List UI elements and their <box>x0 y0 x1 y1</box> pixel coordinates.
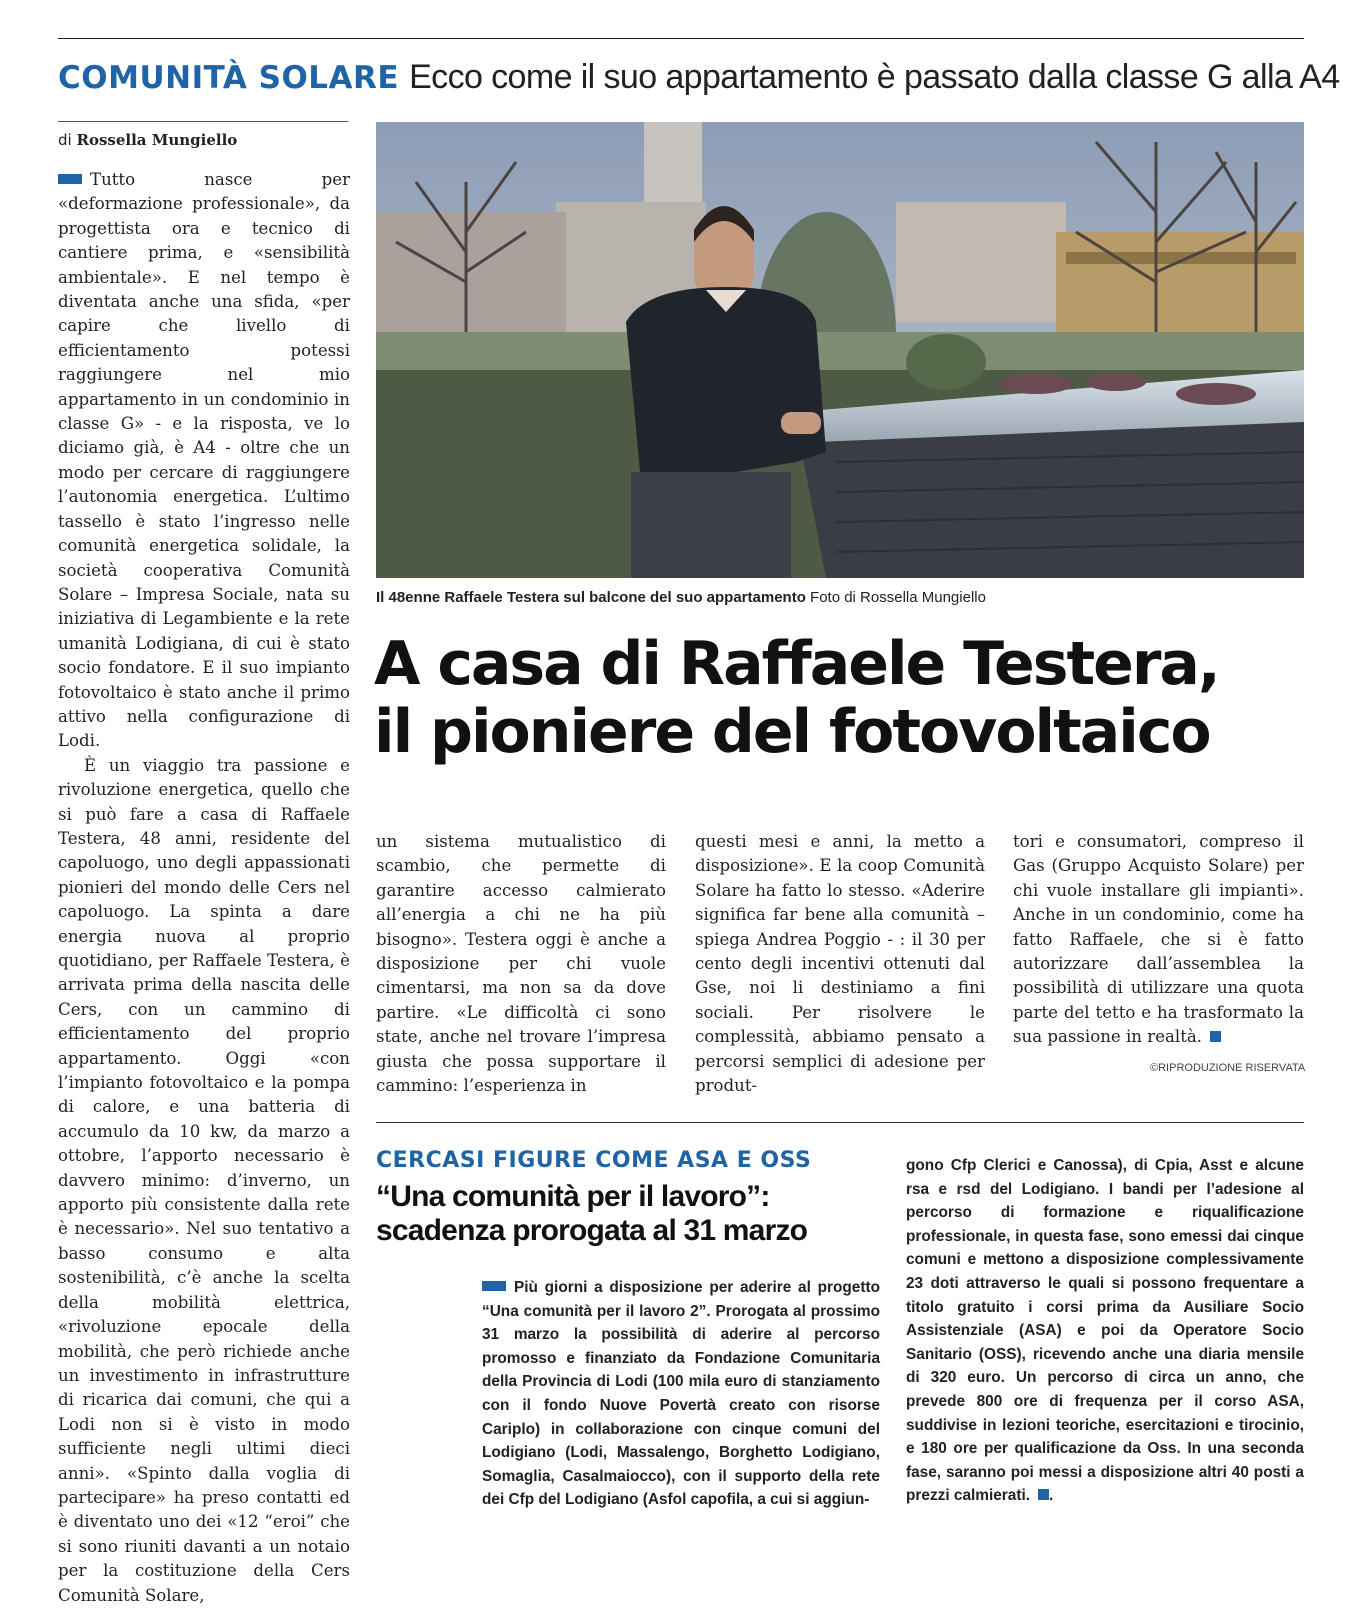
article-column-2-text: un sistema mutualistico di scambio, che permette di garantire accesso calmierato all’energia a chi ne ha più bisogno». Testera oggi è anche a disposizione per chi vuole cimentarsi, ma non sa da dove partire. «Le difficoltà ci sono state, anche nel trovare l’impresa giusta che possa supportare il cammino: l’esperienza in <box>376 832 666 1096</box>
headline-line-1: A casa di Raffaele Testera, <box>374 629 1219 699</box>
article-column-3 <box>695 830 985 1098</box>
sidebar-rule <box>376 1122 1304 1123</box>
article-column-4 <box>1013 830 1304 1050</box>
paragraph-start-marker <box>482 1281 506 1291</box>
sidebar-headline-line-2: scadenza prorogata al 31 marzo <box>376 1214 808 1247</box>
byline <box>58 131 237 149</box>
article-headline <box>374 630 1314 766</box>
photo-balcony-man <box>376 122 1304 578</box>
sidebar-column-1 <box>482 1276 880 1512</box>
caption-text: Il 48enne Raffaele Testera sul balcone del suo appartamento <box>376 589 806 606</box>
copyright-note: ©RIPRODUZIONE RISERVATA <box>1150 1062 1306 1074</box>
sidebar-column-2 <box>906 1154 1304 1508</box>
sidebar-headline <box>376 1180 886 1248</box>
article-column-2 <box>376 830 666 1098</box>
byline-prefix: di <box>58 131 72 149</box>
sidebar-end-marker <box>1038 1489 1049 1500</box>
sidebar-headline-line-1: “Una comunità per il lavoro”: <box>376 1180 770 1213</box>
section-kicker: COMUNITÀ SOLARE <box>58 60 400 96</box>
top-rule <box>58 38 1304 39</box>
sidebar-column-1-text: Più giorni a disposizione per aderire al progetto “Una comunità per il lavoro 2”. Prorogata al prossimo 31 marzo la possibilità di aderire al percorso promosso e finanziato da Fondazione Comunitaria della Provincia di Lodi (100 mila euro di stanziamento con il fondo Nuove Povertà creato con risorse Cariplo) in collaborazione con cinque comuni del Lodigiano (Lodi, Massalengo, Borghetto Lodigiano, Somaglia, Casalmaiocco), con il supporto della rete dei Cfp del Lodigiano (Asfol capofila, a cui si aggiun- <box>482 1279 880 1509</box>
headline-line-2: il pioniere del fotovoltaico <box>374 697 1210 767</box>
article-photo <box>376 122 1304 578</box>
sidebar-kicker: CERCASI FIGURE COME ASA E OSS <box>376 1148 812 1173</box>
article-paragraph-1: Tutto nasce per «deformazione professionale», da progettista ora e tecnico di cantiere prima, e «sensibilità ambientale». E nel tempo è diventata anche una sfida, «per capire che livello di efficientamento potessi raggiungere nel mio appartamento in un condominio in classe G» - e la risposta, ve lo diciamo già, è A4 - oltre che un modo per cercare di raggiungere l’autonomia energetica. L’ultimo tassello è stato l’ingresso nelle comunità energetica solidale, la società cooperativa Comunità Solare – Impresa Sociale, nata su iniziativa di Legambiente e la rete umanità Lodigiana, di cui è stato socio fondatore. E il suo impianto fotovoltaico è stato anche il primo attivo nella configurazione di Lodi. <box>58 170 350 751</box>
article-column-4-text: tori e consumatori, compreso il Gas (Gruppo Acquisto Solare) per chi vuole installare gli impianti». Anche in un condominio, come ha fatto Raffaele, che si è fatto autorizzare dall’assemblea la possibilità di utilizzare una quota parte del tetto e ha trasformato la sua passione in realtà. <box>1013 832 1304 1047</box>
article-column-3-text: questi mesi e anni, la metto a disposizione». E la coop Comunità Solare ha fatto lo stesso. «Aderire significa far bene alla comunità – spiega Andrea Poggio - : il 30 per cento degli incentivi ottenuti dal Gse, noi li destiniamo a fini sociali. Per risolvere le complessità, abbiamo pensato a percorsi semplici di adesione per produt- <box>695 832 985 1096</box>
photo-caption <box>376 589 986 606</box>
caption-credit: Foto di Rossella Mungiello <box>810 589 986 606</box>
article-column-1 <box>58 168 350 1608</box>
sidebar-column-2-text: gono Cfp Clerici e Canossa), di Cpia, Asst e alcune rsa e rsd del Lodigiano. I bandi per l’adesione al percorso di formazione e riqualificazione professionale, in questa fase, sono emessi dai cinque comuni e mettono a disposizione complessivamente 23 doti attraverso le quali si possono frequentare a titolo gratuito i corsi prima da Ausiliare Socio Assistenziale (ASA) e poi da Operatore Socio Sanitario (OSS), ricevendo anche una diaria mensile di 320 euro. Un percorso di circa un anno, che prevede 800 ore di frequenza per il corso ASA, suddivise in lezioni teoriche, esercitazioni e tirocinio, e 180 ore per qualificazione da Oss. In una seconda fase, saranno poi messi a disposizione altri 40 posti a prezzi calmierati. . <box>906 1157 1304 1505</box>
paragraph-start-marker <box>58 174 82 184</box>
section-subtitle: Ecco come il suo appartamento è passato dalla classe G alla A4 <box>409 58 1340 96</box>
byline-rule <box>58 121 348 122</box>
byline-author: Rossella Mungiello <box>76 131 238 149</box>
section-header <box>58 58 1340 102</box>
article-paragraph-2: È un viaggio tra passione e rivoluzione energetica, quello che si può fare a casa di Raffaele Testera, 48 anni, residente del capoluogo, uno degli appassionati pionieri del mondo delle Cers nel capoluogo. La spinta a dare energia nuova al proprio quotidiano, per Raffaele Testera, è arrivata prima della nascita delle Cers, con un cammino di efficientamento del proprio appartamento. Oggi «con l’impianto fotovoltaico e la pompa di calore, e una batteria di accumulo da 10 kw, da marzo a ottobre, l’apporto necessario è davvero minimo: d’inverno, un apporto più consistente dalla rete è necessario». Nel suo tentativo a basso consumo e alta sostenibilità, c’è anche la scelta della mobilità elettrica, «rivoluzione epocale della mobilità, che però richiede anche un investimento in infrastrutture di ricarica dai comuni, che qui a Lodi non si è visto in modo sufficiente negli ultimi dieci anni». «Spinto dalla voglia di partecipare» ha preso contatti ed è diventato uno dei «12 “eroi” che si sono riuniti davanti a un notaio per la costituzione della Cers Comunità Solare, <box>58 755 350 1605</box>
article-end-marker <box>1210 1031 1221 1042</box>
